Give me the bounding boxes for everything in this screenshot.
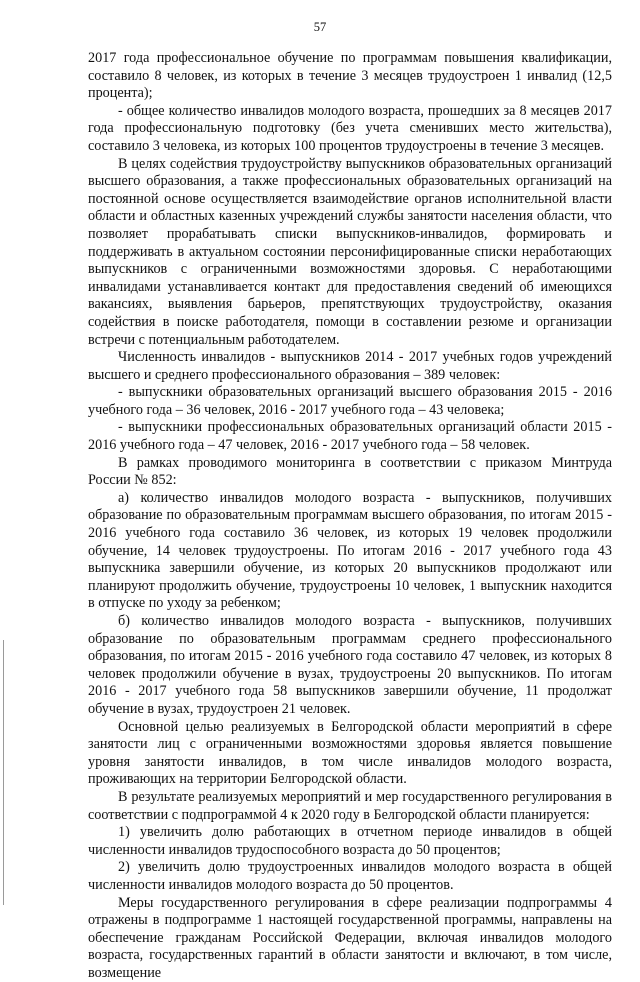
paragraph-bullet-training: - общее количество инвалидов молодого возраста, прошедших за 8 месяцев 2017 года профессиональную подготовку (без учета сменивших место жительства), составило 3 человека, из которых 100 процентов трудоустроены в течение 3 месяцев. bbox=[88, 103, 612, 156]
paragraph-monitoring: В рамках проводимого мониторинга в соответствии с приказом Минтруда России № 852: bbox=[88, 455, 612, 490]
paragraph-item-b: б) количество инвалидов молодого возраста - выпускников, получивших образование по образовательным программам среднего профессионального образования, по итогам 2015 - 2016 учебного года составило 47 человек, из которых 8 человек продолжили обучение в вузах, трудоустроены 20 выпускников. По итогам 2016 - 2017 учебного года 58 выпускников завершили обучение, 11 продолжат обучение в вузах, трудоустроен 21 человек. bbox=[88, 613, 612, 719]
paragraph-item-a: а) количество инвалидов молодого возраста - выпускников, получивших образование по образовательным программам высшего образования, по итогам 2015 - 2016 учебного года составило 36 человек, из которых 19 человек продолжили обучение, 14 человек трудоустроены. По итогам 2016 - 2017 учебного года 43 выпускника завершили обучение, из которых 20 выпускников продолжают или планируют продолжить обучение, трудоустроены 10 человек, 1 выпускник находится в отпуске по уходу за ребенком; bbox=[88, 490, 612, 613]
paragraph-goal-1: 1) увеличить долю работающих в отчетном периоде инвалидов в общей численности инвалидов трудоспособного возраста до 50 процентов; bbox=[88, 824, 612, 859]
paragraph-planned-results: В результате реализуемых мероприятий и мер государственного регулирования в соответствии с подпрограммой 4 к 2020 году в Белгородской области планируется: bbox=[88, 789, 612, 824]
page-number: 57 bbox=[0, 20, 640, 35]
paragraph-graduate-count: Численность инвалидов - выпускников 2014 - 2017 учебных годов учреждений высшего и среднего профессионального образования – 389 человек: bbox=[88, 349, 612, 384]
paragraph-regulation: Меры государственного регулирования в сфере реализации подпрограммы 4 отражены в подпрограмме 1 настоящей государственной программы, направлены на обеспечение гражданам Российской Федерации, включая инвалидов молодого возраста, государственных гарантий в области занятости и включают, в том числе, возмещение bbox=[88, 895, 612, 982]
paragraph-main-goal: Основной целью реализуемых в Белгородской области мероприятий в сфере занятости лиц с ограниченными возможностями здоровья является повышение уровня занятости инвалидов, в том числе инвалидов молодого возраста, проживающих на территории Белгородской области. bbox=[88, 719, 612, 789]
scan-edge-line bbox=[3, 640, 4, 905]
paragraph-continuation: 2017 года профессиональное обучение по программам повышения квалификации, составило 8 человек, из которых в течение 3 месяцев трудоустроен 1 инвалид (12,5 процента); bbox=[88, 50, 612, 103]
document-body bbox=[88, 50, 612, 982]
paragraph-bullet-professional-ed: - выпускники профессиональных образовательных организаций области 2015 - 2016 учебного года – 47 человек, 2016 - 2017 учебного года – 58 человек. bbox=[88, 419, 612, 454]
paragraph-bullet-higher-ed: - выпускники образовательных организаций высшего образования 2015 - 2016 учебного года – 36 человек, 2016 - 2017 учебного года – 43 человека; bbox=[88, 384, 612, 419]
paragraph-goal-2: 2) увеличить долю трудоустроенных инвалидов молодого возраста в общей численности инвалидов молодого возраста до 50 процентов. bbox=[88, 859, 612, 894]
paragraph-graduate-assistance: В целях содействия трудоустройству выпускников образовательных организаций высшего образования, а также профессиональных образовательных организаций на постоянной основе осуществляется взаимодействие органов исполнительной власти области и областных казенных учреждений службы занятости населения области, что позволяет прорабатывать списки выпускников-инвалидов, формировать и поддерживать в актуальном состоянии персонифицированные списки неработающих выпускников с ограниченными возможностями здоровья. С неработающими инвалидами устанавливается контакт для предоставления сведений об имеющихся вакансиях, выявления барьеров, препятствующих трудоустройству, оказания содействия в поиске работодателя, помощи в составлении резюме и организации встречи с потенциальным работодателем. bbox=[88, 156, 612, 350]
